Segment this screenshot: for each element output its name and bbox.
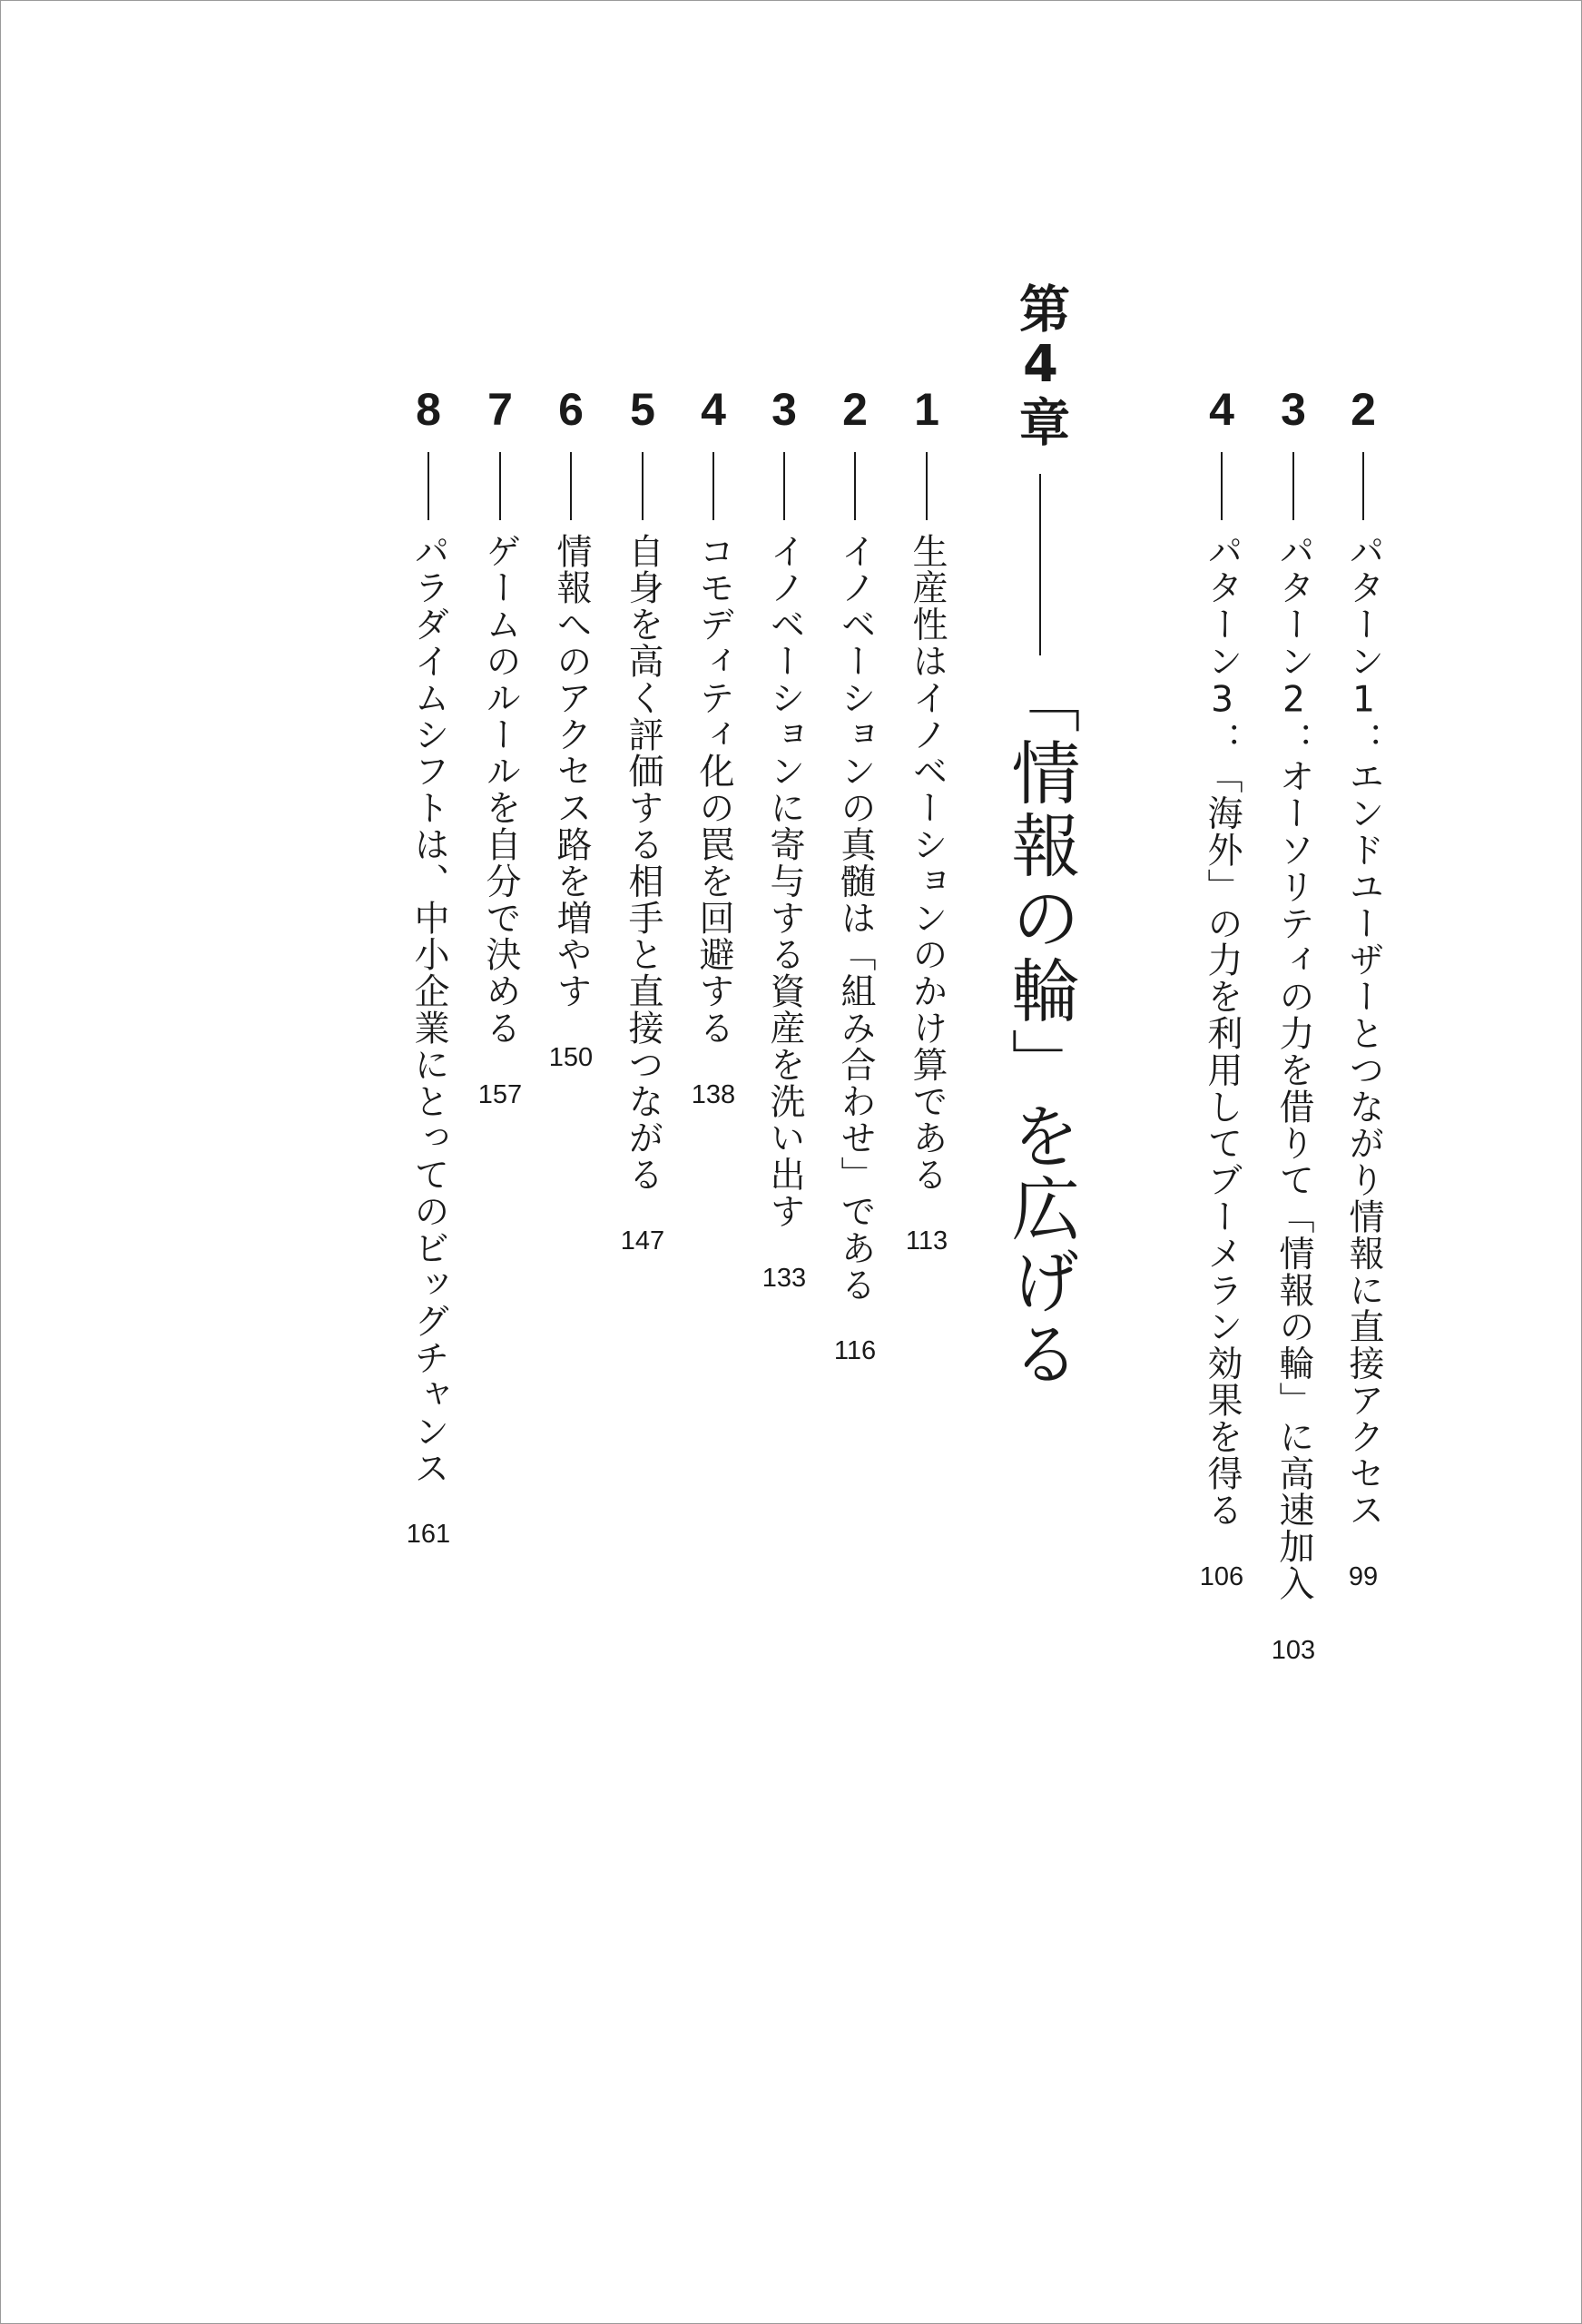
entry-number: 5 xyxy=(630,384,655,435)
entry-title: 生産性はイノベーションのかけ算である xyxy=(907,533,948,1194)
toc-entry xyxy=(682,384,745,1110)
entry-page-number: 106 xyxy=(1199,1561,1244,1591)
entry-number: 4 xyxy=(1209,384,1234,435)
entry-page-number: 150 xyxy=(548,1043,594,1073)
entry-page-number: 113 xyxy=(905,1226,948,1256)
entry-title: パターン3：「海外」の力を利用してブーメラン効果を得る xyxy=(1202,533,1243,1529)
entry-number: 1 xyxy=(914,384,939,435)
entry-dash xyxy=(1362,452,1364,520)
toc-entry xyxy=(823,384,887,1366)
entry-title: イノベーションに寄与する資産を洗い出す xyxy=(764,533,805,1230)
entry-number: 2 xyxy=(842,384,868,435)
entry-title: ゲームのルールを自分で決める xyxy=(480,533,521,1047)
entry-number: 6 xyxy=(558,384,584,435)
entry-title: 情報へのアクセス路を増やす xyxy=(551,533,592,1010)
entry-number: 2 xyxy=(1351,384,1376,435)
entry-title: コモディティ化の罠を回避する xyxy=(693,533,734,1047)
entry-page-number: 147 xyxy=(620,1226,665,1256)
entry-dash xyxy=(712,452,714,520)
entry-dash xyxy=(642,452,644,520)
toc-entry xyxy=(1262,384,1325,1666)
entry-number: 3 xyxy=(771,384,797,435)
chapter-label: 第4章 xyxy=(1011,282,1070,448)
entry-page-number: 157 xyxy=(477,1079,523,1109)
entry-title: 自身を高く評価する相手と直接つながる xyxy=(623,533,663,1194)
entry-title: イノベーションの真髄は「組み合わせ」である xyxy=(835,533,876,1304)
toc-entry xyxy=(468,384,532,1110)
entry-dash xyxy=(783,452,785,520)
entry-title: パターン1：エンドユーザーとつながり情報に直接アクセス xyxy=(1343,533,1384,1529)
entry-number: 7 xyxy=(487,384,513,435)
toc-entry xyxy=(611,384,674,1256)
toc-entry xyxy=(1190,384,1253,1592)
toc-entry xyxy=(895,384,958,1256)
entry-dash xyxy=(499,452,501,520)
entry-page-number: 103 xyxy=(1271,1635,1316,1665)
entry-number: 3 xyxy=(1281,384,1306,435)
entry-number: 8 xyxy=(416,384,441,435)
toc-entry xyxy=(1331,384,1395,1592)
entry-dash xyxy=(926,452,928,520)
chapter-dash xyxy=(1039,474,1041,655)
entry-page-number: 138 xyxy=(691,1079,736,1109)
entry-dash xyxy=(427,452,429,520)
entry-page-number: 116 xyxy=(833,1336,877,1366)
chapter-heading xyxy=(986,282,1095,1391)
toc-entry xyxy=(539,384,603,1073)
entry-page-number: 133 xyxy=(762,1263,807,1293)
entry-dash xyxy=(570,452,572,520)
entry-title: パラダイムシフトは、中小企業にとってのビッグチャンス xyxy=(408,533,449,1487)
toc-entry xyxy=(397,384,460,1550)
chapter-title: 「情報の輪」を広げる xyxy=(1000,665,1081,1391)
entry-dash xyxy=(1221,452,1223,520)
entry-dash xyxy=(854,452,856,520)
entry-title: パターン2：オーソリティの力を借りて「情報の輪」に高速加入 xyxy=(1273,533,1314,1602)
entry-page-number: 161 xyxy=(406,1520,451,1550)
entry-page-number: 99 xyxy=(1348,1561,1379,1591)
entry-dash xyxy=(1292,452,1294,520)
toc-entry xyxy=(752,384,816,1294)
entry-number: 4 xyxy=(701,384,726,435)
